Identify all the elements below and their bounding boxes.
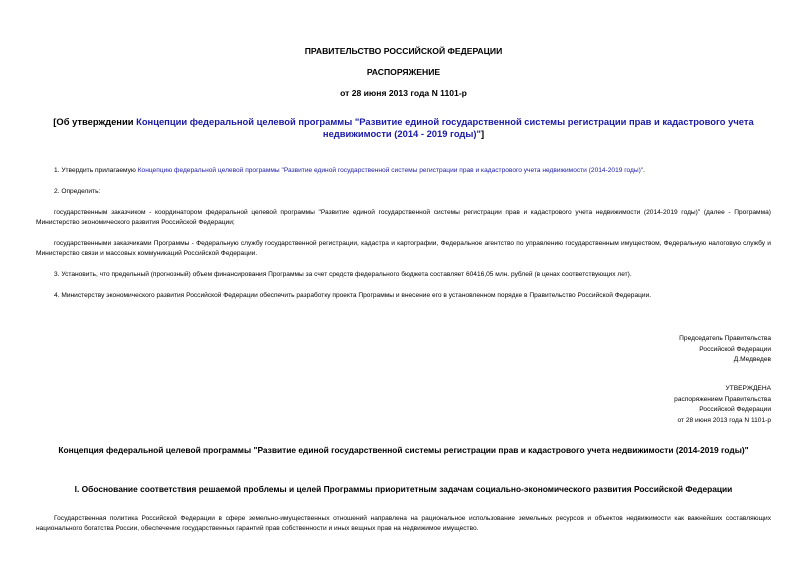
title-prefix: [Об утверждении <box>53 116 137 127</box>
item-1-prefix: 1. Утвердить прилагаемую <box>54 167 138 174</box>
signature-block <box>679 334 771 366</box>
item-1 <box>36 166 771 176</box>
item-2a: государственным заказчиком - координатором федеральной целевой программы "Развитие единой государственной системы регистрации прав и кадастрового учета недвижимости (2014-2019 годы)" (далее - Программа) Министерство экономического развития Российской Федерации; <box>36 209 771 226</box>
signature-name: Д.Медведев <box>733 356 771 363</box>
item-2b: государственными заказчиками Программы - Федеральную службу государственной регистрации, кадастра и картографии, Федеральное агентство по управлению государственным имуществом, Федеральную налоговую службу и Министерство связи и массовых коммуникаций Российской Федерации. <box>36 240 771 257</box>
approval-stamp <box>674 384 771 426</box>
concept-title: Концепция федеральной целевой программы "Развитие единой государственной системы регистрации прав и кадастрового учета недвижимости (2014-2019 годы)" <box>58 445 749 455</box>
item-2: 2. Определить: <box>54 188 101 195</box>
org-heading: ПРАВИТЕЛЬСТВО РОССИЙСКОЙ ФЕДЕРАЦИИ <box>304 46 503 56</box>
doc-type-heading: РАСПОРЯЖЕНИЕ <box>366 67 441 77</box>
concept-title-link[interactable]: Концепции федеральной целевой программы "Развитие единой государственной системы регистрации прав и кадастрового учета недвижимости (2014 - 2019 годы)" <box>136 116 754 139</box>
document-title <box>36 116 771 140</box>
section-1-paragraph-1: Государственная политика Российской Федерации в сфере земельно-имущественных отношений направлена на рациональное использование земельных ресурсов и объектов недвижимости как важнейших составляющих национального богатства России, обеспечение государственных гарантий прав собственности и иных вещных прав на недвижимое имущество. <box>36 515 771 532</box>
section-1-heading: I. Обоснование соответствия решаемой проблемы и целей Программы приоритетным задачам социально-экономического развития Российской Федерации <box>74 484 733 494</box>
signature-country: Российской Федерации <box>699 345 771 353</box>
concept-link[interactable]: Концепцию федеральной целевой программы "Развитие единой государственной системы регистрации прав и кадастрового учета недвижимости (2014-2019 годы)" <box>137 167 644 174</box>
approved-by: распоряжением Правительства <box>674 395 771 403</box>
title-suffix: ] <box>480 128 485 139</box>
approved-country: Российской Федерации <box>699 406 771 413</box>
signature-title: Председатель Правительства <box>679 335 771 342</box>
item-1-suffix: . <box>643 167 646 174</box>
item-3: 3. Установить, что предельный (прогнозный) объем финансирования Программы за счет средств федерального бюджета составляет 60416,05 млн. рублей (в ценах соответствующих лет). <box>54 271 632 278</box>
item-4: 4. Министерству экономического развития Российской Федерации обеспечить разработку проекта Программы и внесение его в установленном порядке в Правительство Российской Федерации. <box>54 292 652 299</box>
doc-date-number: от 28 июня 2013 года N 1101-р <box>340 88 467 98</box>
approved-label: УТВЕРЖДЕНА <box>725 385 771 392</box>
approved-date: от 28 июня 2013 года N 1101-р <box>677 416 771 424</box>
